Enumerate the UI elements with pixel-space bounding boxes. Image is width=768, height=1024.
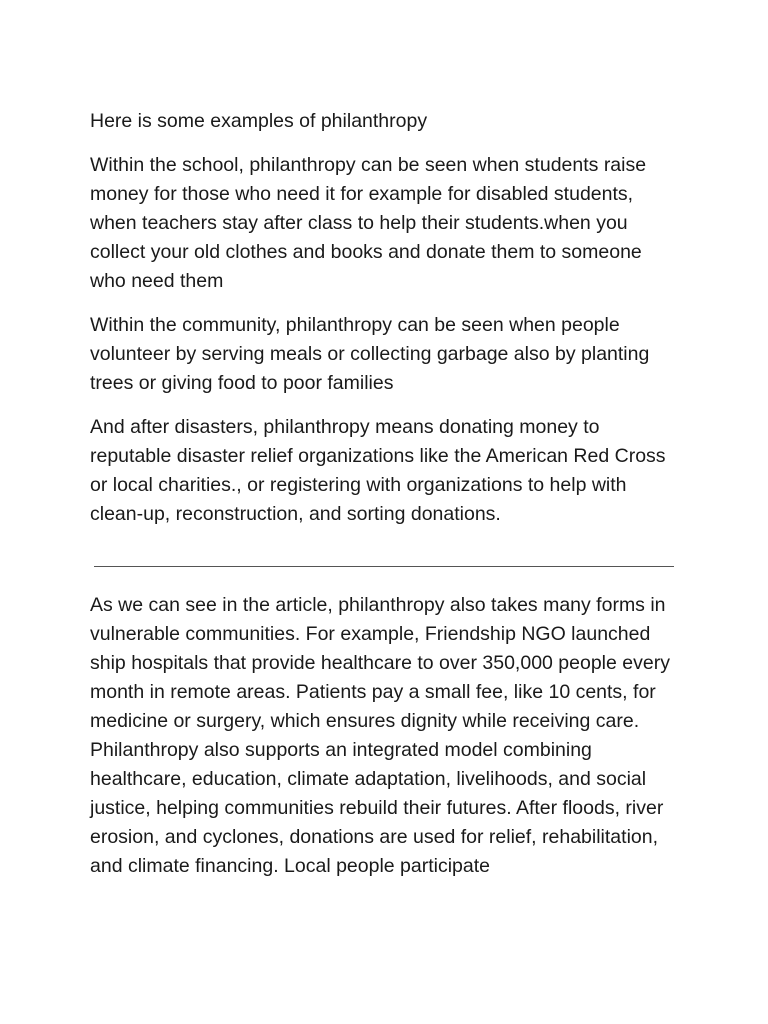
paragraph-school: Within the school, philanthropy can be seen when students raise money for those who need it for example for disabled students, when teachers stay after class to help their students.when you collect your old clothes and books and donate them to someone who need them bbox=[90, 154, 647, 292]
document-upper-section bbox=[90, 107, 680, 544]
paragraph-community: Within the community, philanthropy can be seen when people volunteer by serving meals or collecting garbage also by planting trees or giving food to poor families bbox=[90, 314, 650, 394]
document-heading: Here is some examples of philanthropy bbox=[90, 110, 428, 132]
paragraph-disasters: And after disasters, philanthropy means donating money to reputable disaster relief organizations like the American Red Cross or local charities., or registering with organizations to help with clean-up, reconstruction, and sorting donations. bbox=[90, 416, 666, 525]
horizontal-divider bbox=[94, 566, 674, 567]
document-lower-section bbox=[90, 591, 680, 896]
paragraph-article: As we can see in the article, philanthropy also takes many forms in vulnerable communities. For example, Friendship NGO launched ship hospitals that provide healthcare to over 350,000 people every month in remote areas. Patients pay a small fee, like 10 cents, for medicine or surgery, which ensures dignity while receiving care. Philanthropy also supports an integrated model combining healthcare, education, climate adaptation, livelihoods, and social justice, helping communities rebuild their futures. After floods, river erosion, and cyclones, donations are used for relief, rehabilitation, and climate financing. Local people participate bbox=[90, 594, 670, 877]
